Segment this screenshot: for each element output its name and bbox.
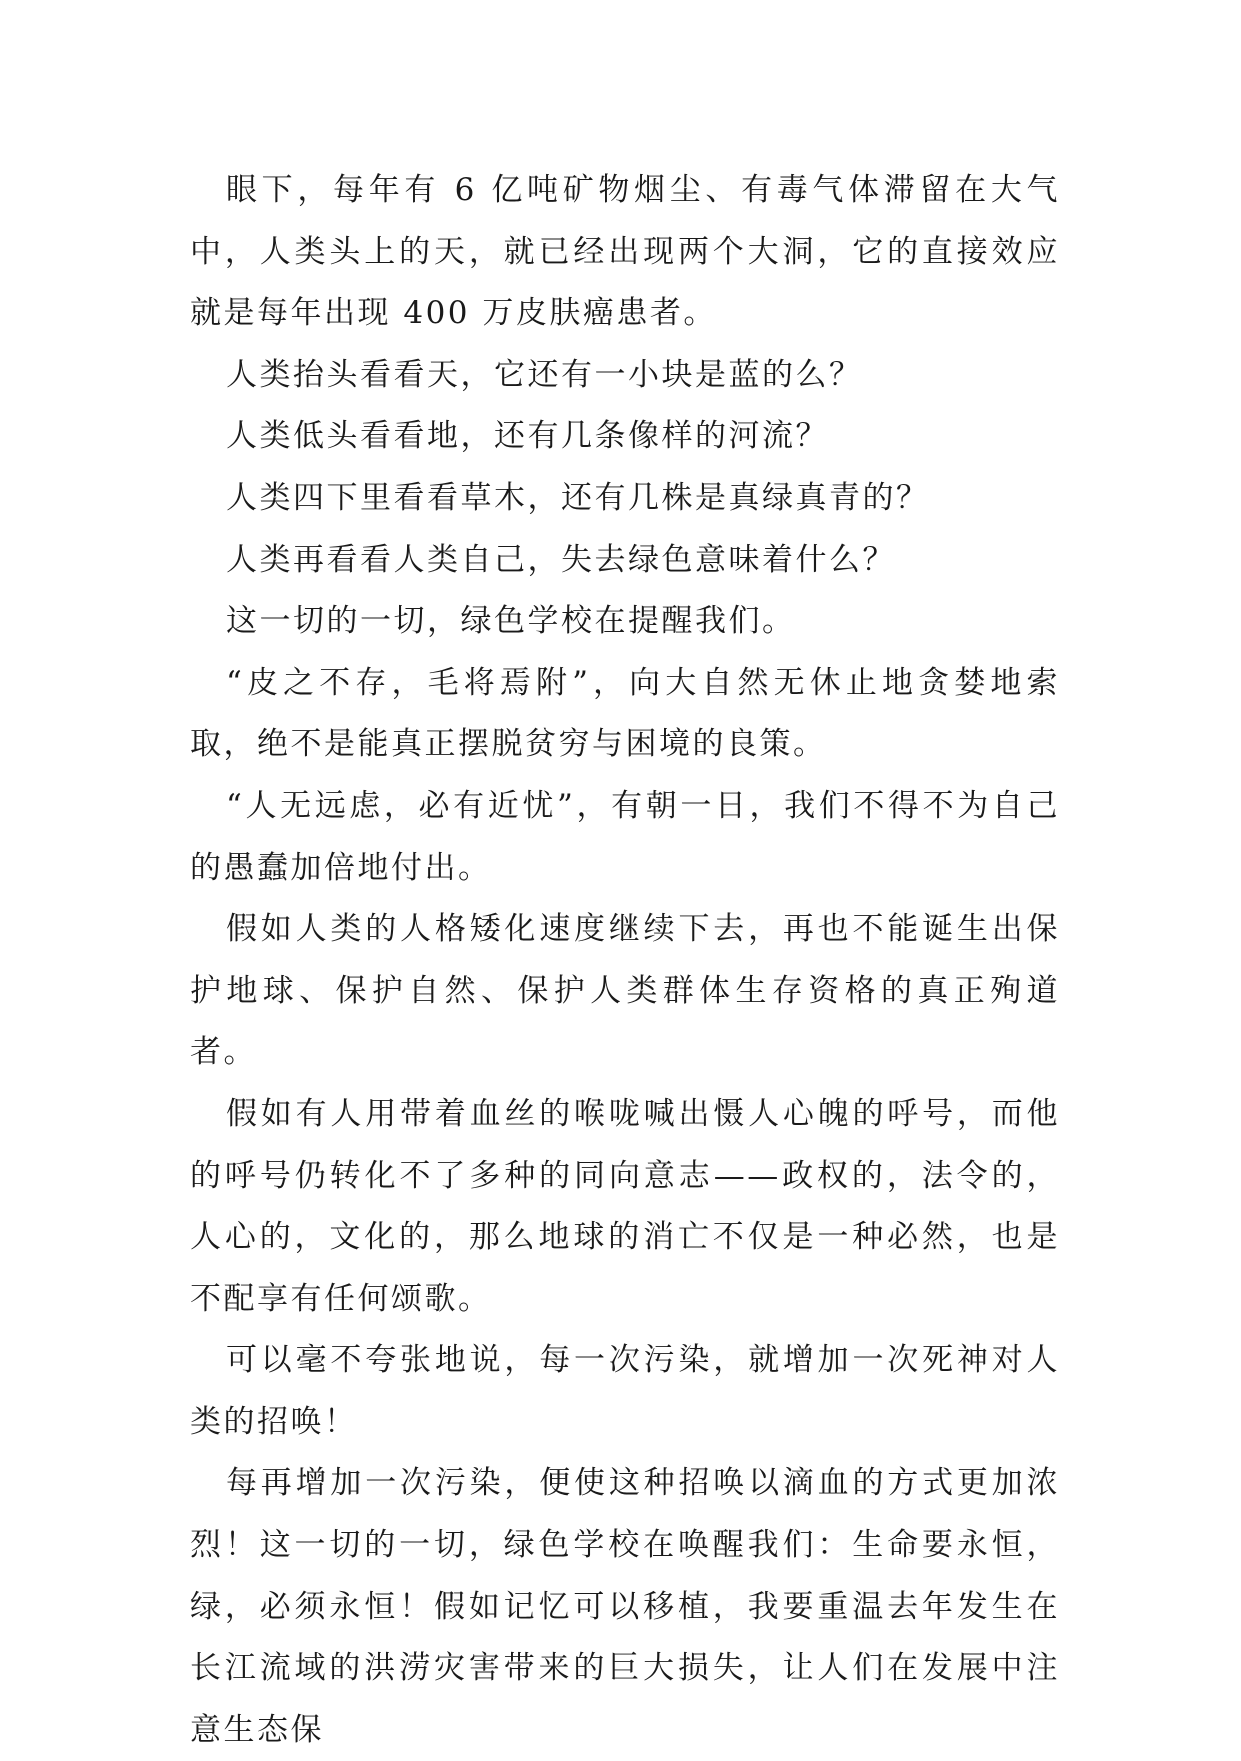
paragraph-11: 可以毫不夸张地说，每一次污染，就增加一次死神对人类的招唤！ — [190, 1342, 1060, 1440]
document-body — [190, 160, 1060, 1761]
paragraph-9: 假如人类的人格矮化速度继续下去，再也不能诞生出保护地球、保护自然、保护人类群体生存资格的真正殉道者。 — [190, 911, 1060, 1071]
paragraph-12: 每再增加一次污染，便使这种招唤以滴血的方式更加浓烈！这一切的一切，绿色学校在唤醒我们：生命要永恒，绿，必须永恒！假如记忆可以移植，我要重温去年发生在长江流域的洪涝灾害带来的巨大损失，让人们在发展中注意生态保 — [190, 1465, 1060, 1748]
paragraph-4: 人类四下里看看草木，还有几株是真绿真青的？ — [226, 479, 930, 516]
paragraph-3: 人类低头看看地，还有几条像样的河流？ — [226, 418, 829, 455]
paragraph-10: 假如有人用带着血丝的喉咙喊出慑人心魄的呼号，而他的呼号仍转化不了多种的同向意志——政权的，法令的，人心的，文化的，那么地球的消亡不仅是一种必然，也是不配享有任何颂歌。 — [190, 1095, 1060, 1317]
paragraph-5: 人类再看看人类自己，失去绿色意味着什么？ — [226, 541, 896, 578]
paragraph-7: “皮之不存，毛将焉附”，向大自然无休止地贪婪地索取，绝不是能真正摆脱贫穷与困境的良策。 — [190, 664, 1060, 763]
paragraph-2: 人类抬头看看天，它还有一小块是蓝的么？ — [226, 356, 863, 393]
paragraph-8: “人无远虑，必有近忧”，有朝一日，我们不得不为自己的愚蠢加倍地付出。 — [190, 787, 1060, 886]
paragraph-1: 眼下，每年有 6 亿吨矿物烟尘、有毒气体滞留在大气中，人类头上的天，就已经出现两个大洞，它的直接效应就是每年出现 400 万皮肤癌患者。 — [190, 172, 1060, 332]
paragraph-6: 这一切的一切，绿色学校在提醒我们。 — [226, 603, 796, 640]
